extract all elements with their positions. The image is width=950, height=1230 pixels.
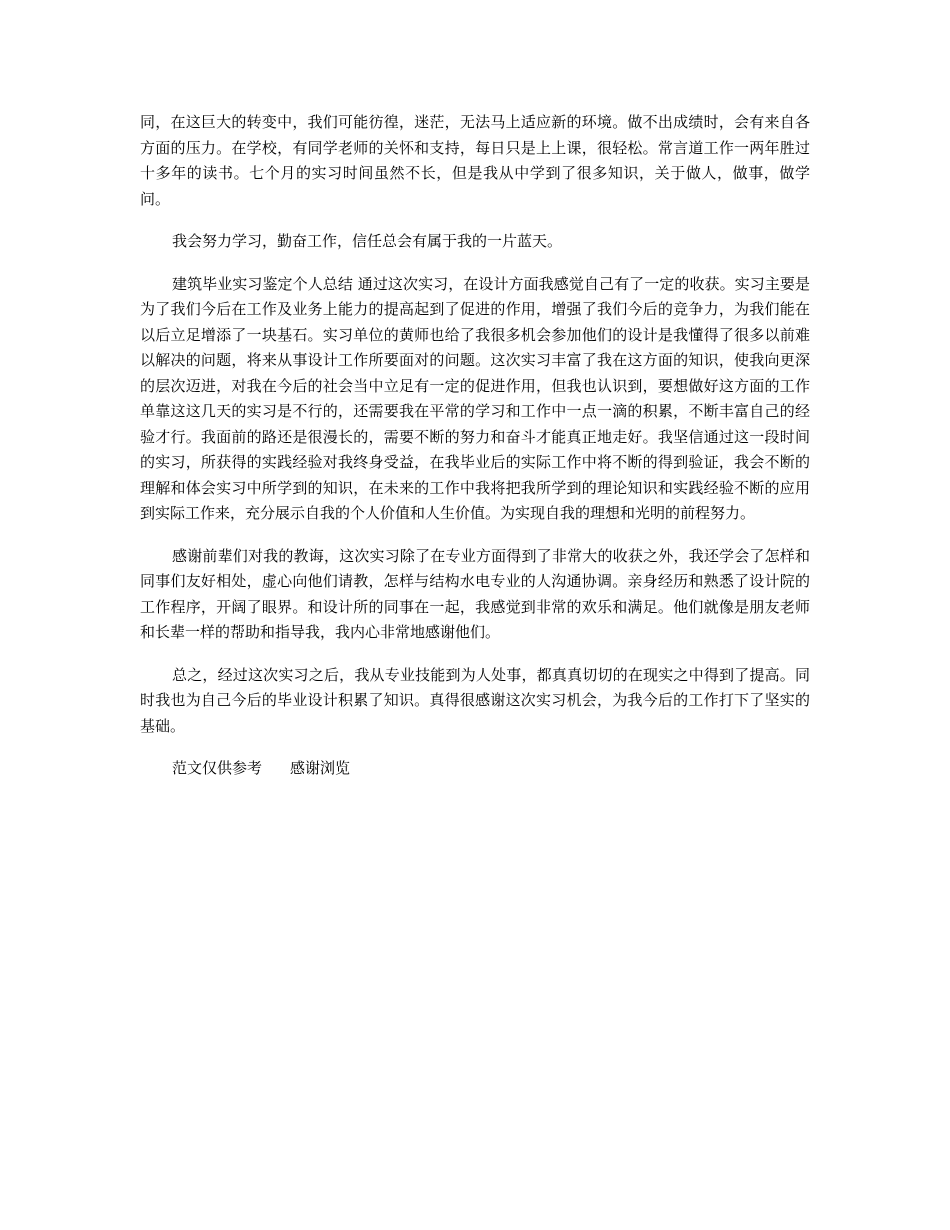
footer-note — [140, 756, 810, 782]
paragraph-continuation: 同，在这巨大的转变中，我们可能彷徨，迷茫，无法马上适应新的环境。做不出成绩时，会有来自各方面的压力。在学校，有同学老师的关怀和支持，每日只是上上课，很轻松。常言道工作一两年胜过十多年的读书。七个月的实习时间虽然不长，但是我从中学到了很多知识，关于做人，做事，做学问。 — [140, 113, 810, 208]
paragraph-conclusion: 总之，经过这次实习之后，我从专业技能到为人处事，都真真切切的在现实之中得到了提高。同时我也为自己今后的毕业设计积累了知识。真得很感谢这次实习机会，为我今后的工作打下了坚实的基础。 — [140, 665, 810, 735]
paragraph-gratitude: 感谢前辈们对我的教诲，这次实习除了在专业方面得到了非常大的收获之外，我还学会了怎样和同事们友好相处，虚心向他们请教，怎样与结构水电专业的人沟通协调。亲身经历和熟悉了设计院的工作程序，开阔了眼界。和设计所的同事在一起，我感觉到非常的欢乐和满足。他们就像是朋友老师和长辈一样的帮助和指导我，我内心非常地感谢他们。 — [140, 546, 810, 641]
paragraph-resolution: 我会努力学习，勤奋工作，信任总会有属于我的一片蓝天。 — [172, 232, 563, 250]
footer-thanks-note: 感谢浏览 — [290, 759, 351, 777]
document-body — [140, 110, 810, 782]
footer-reference-note: 范文仅供参考 — [172, 759, 263, 777]
paragraph-internship-summary: 建筑毕业实习鉴定个人总结 通过这次实习，在设计方面我感觉自己有了一定的收获。实习主要是为了我们今后在工作及业务上能力的提高起到了促进的作用，增强了我们今后的竞争力，为我们能在以后立足增添了一块基石。实习单位的黄师也给了我很多机会参加他们的设计是我懂得了很多以前难以解决的问题，将来从事设计工作所要面对的问题。这次实习丰富了我在这方面的知识，使我向更深的层次迈进，对我在今后的社会当中立足有一定的促进作用，但我也认识到，要想做好这方面的工作单靠这这几天的实习是不行的，还需要我在平常的学习和工作中一点一滴的积累，不断丰富自己的经验才行。我面前的路还是很漫长的，需要不断的努力和奋斗才能真正地走好。我坚信通过这一段时间的实习，所获得的实践经验对我终身受益，在我毕业后的实际工作中将不断的得到验证，我会不断的理解和体会实习中所学到的知识，在未来的工作中我将把我所学到的理论知识和实践经验不断的应用到实际工作来，充分展示自我的个人价值和人生价值。为实现自我的理想和光明的前程努力。 — [140, 274, 810, 522]
